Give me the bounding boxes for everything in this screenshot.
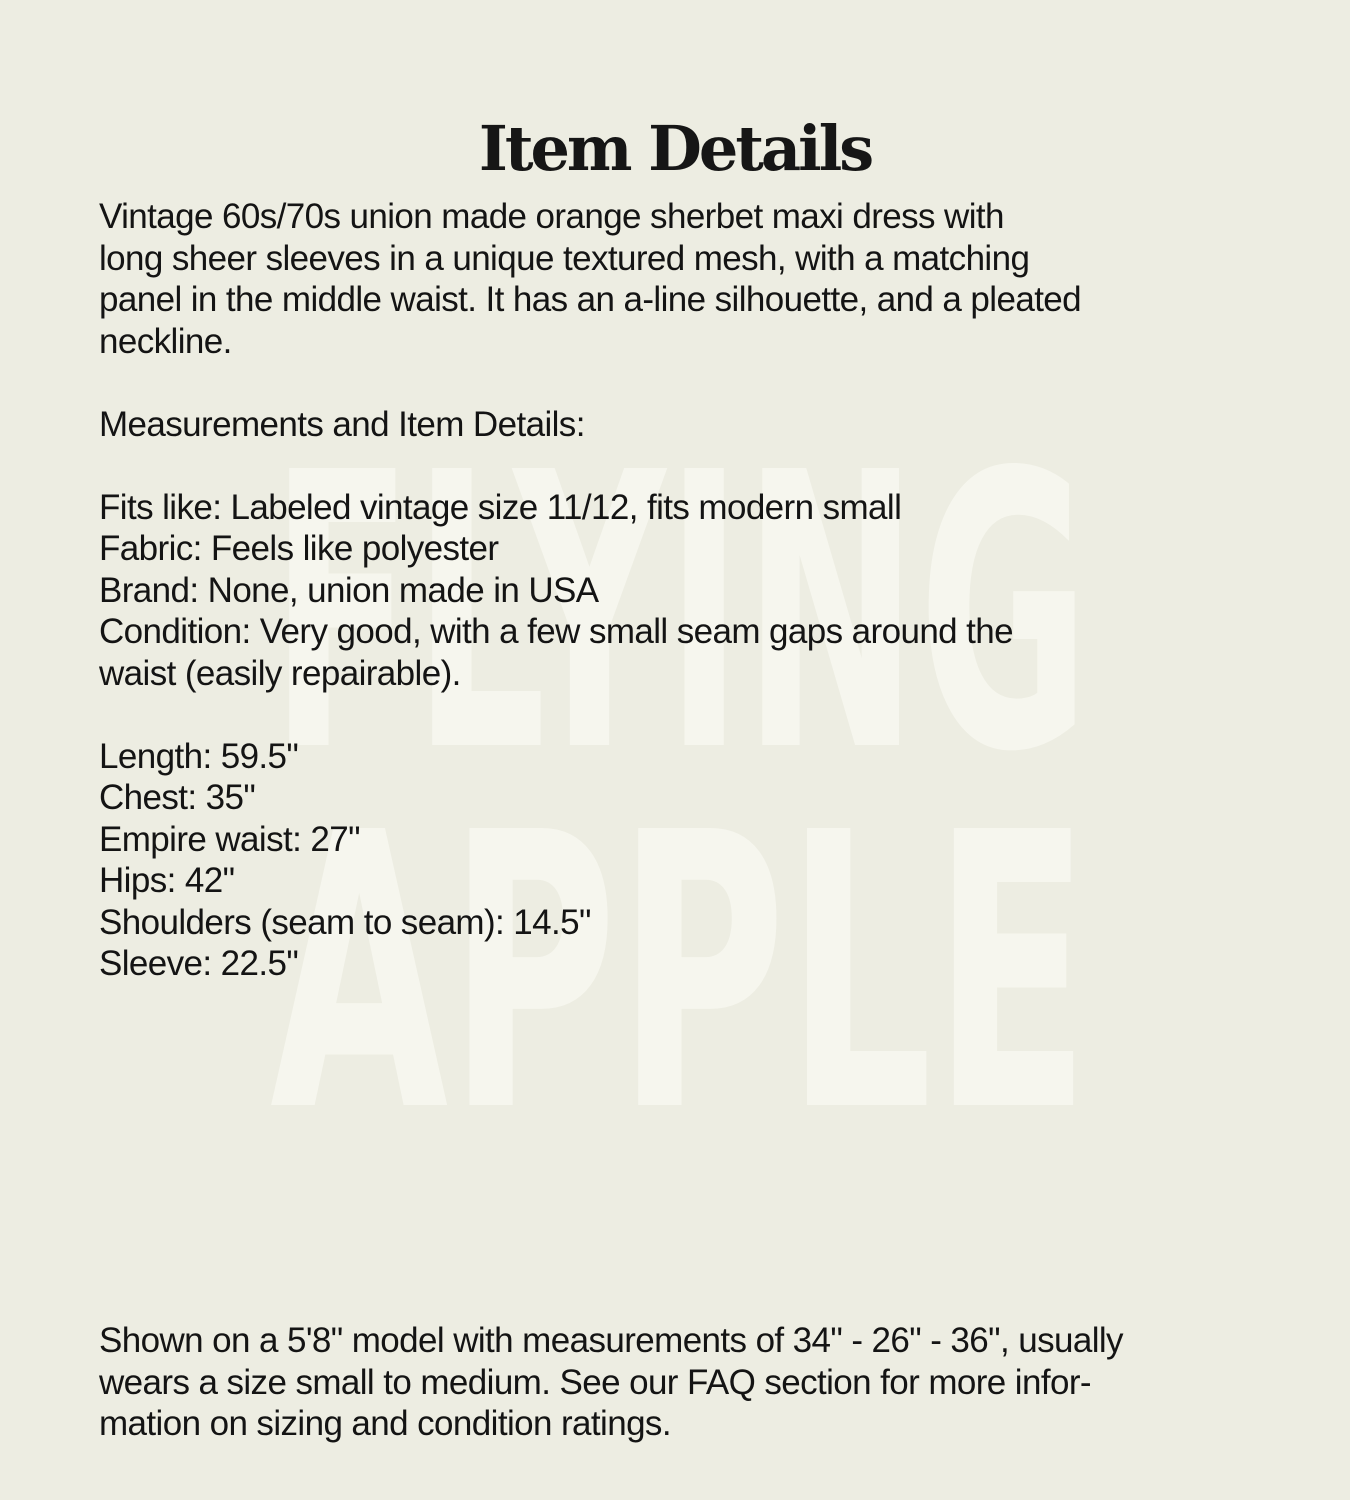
measurement-chest: Chest: 35" — [99, 778, 256, 817]
footer-line: Shown on a 5'8" model with measurements of 34" - 26" - 36", usually — [99, 1321, 1123, 1360]
item-details-body — [99, 196, 1259, 985]
detail-condition: Condition: Very good, with a few small seam gaps around the — [99, 612, 1014, 651]
description-line: long sheer sleeves in a unique textured mesh, with a matching — [99, 238, 1030, 278]
detail-brand: Brand: None, union made in USA — [99, 570, 599, 610]
watermark-line-2: APPLE — [270, 752, 1090, 1195]
footer-line: wears a size small to medium. See our FAQ section for more infor- — [99, 1362, 1091, 1402]
description-line: Vintage 60s/70s union made orange sherbet maxi dress with — [99, 197, 1004, 236]
detail-fabric: Fabric: Feels like polyester — [99, 529, 499, 568]
description-line: panel in the middle waist. It has an a-line silhouette, and a pleated — [99, 280, 1082, 319]
measurements-heading: Measurements and Item Details: — [99, 404, 585, 444]
measurement-hips: Hips: 42" — [99, 861, 235, 900]
description — [99, 196, 1259, 362]
watermark-line-1: FLYING — [270, 392, 1090, 835]
footer-line: mation on sizing and condition ratings. — [99, 1404, 671, 1443]
measurement-length: Length: 59.5" — [99, 736, 299, 776]
detail-condition-cont: waist (easily repairable). — [99, 653, 461, 693]
description-line: neckline. — [99, 321, 232, 361]
measurements-list — [99, 736, 1259, 985]
detail-fits: Fits like: Labeled vintage size 11/12, fits modern small — [99, 487, 902, 527]
measurement-shoulders: Shoulders (seam to seam): 14.5" — [99, 902, 591, 942]
measurement-sleeve: Sleeve: 22.5" — [99, 944, 299, 983]
page-title: Item Details — [478, 111, 872, 185]
item-details-list — [99, 487, 1259, 695]
measurement-empire-waist: Empire waist: 27" — [99, 819, 360, 859]
model-sizing-note — [99, 1320, 1259, 1445]
